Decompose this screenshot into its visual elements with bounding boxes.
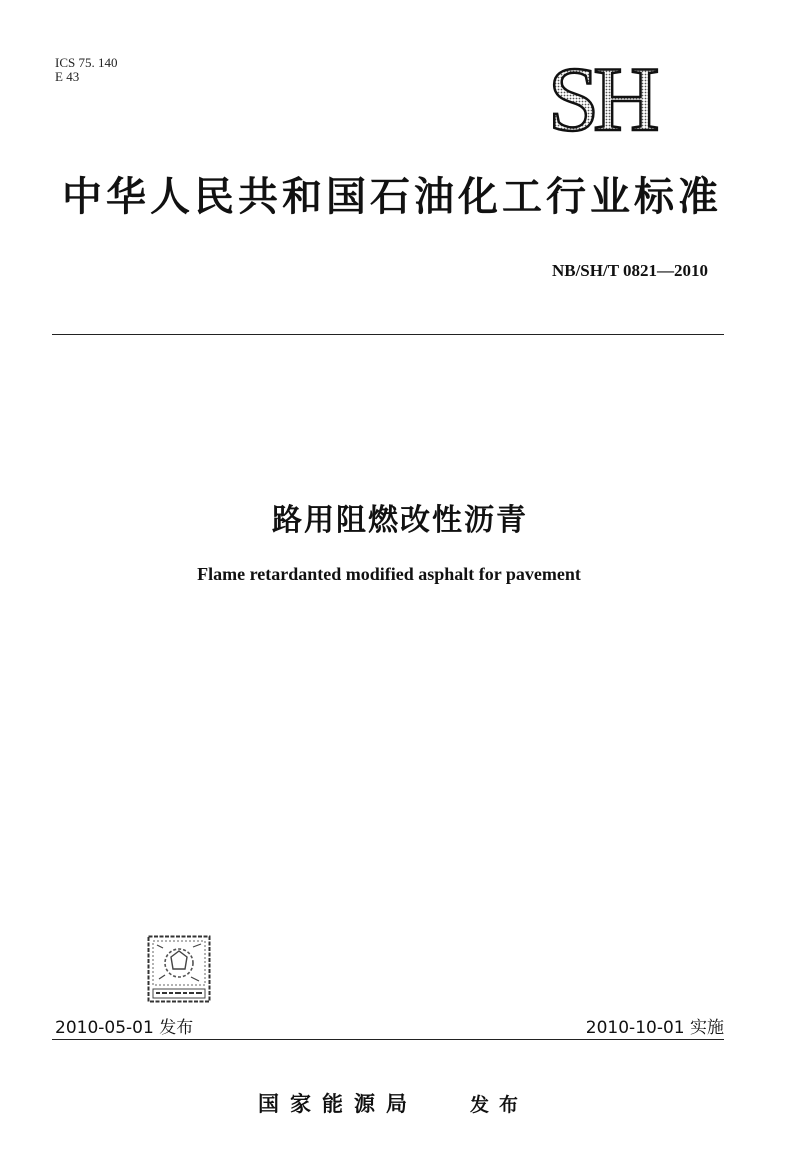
issue-date: 2010-05-01 发布 [55, 1018, 194, 1038]
document-title-en: Flame retardanted modified asphalt for pavement [197, 564, 581, 584]
ccs-code: E 43 [55, 69, 80, 84]
bottom-divider [52, 1039, 724, 1040]
publish-label: 发布 [470, 1094, 529, 1116]
stamp-seal [147, 935, 211, 1003]
ics-code: ICS 75. 140 [55, 55, 118, 70]
implementation-date: 2010-10-01 实施 [585, 1018, 724, 1038]
main-title: 中华人民共和国石油化工行业标准 [62, 174, 722, 220]
svg-text:SH: SH [548, 58, 654, 136]
document-title-zh: 路用阻燃改性沥青 [272, 503, 528, 538]
top-divider [52, 334, 724, 335]
standard-number: NB/SH/T 0821—2010 [551, 261, 708, 280]
classification-codes [55, 56, 117, 84]
publisher-name: 国家能源局 [258, 1092, 418, 1116]
sh-logo [548, 58, 684, 136]
